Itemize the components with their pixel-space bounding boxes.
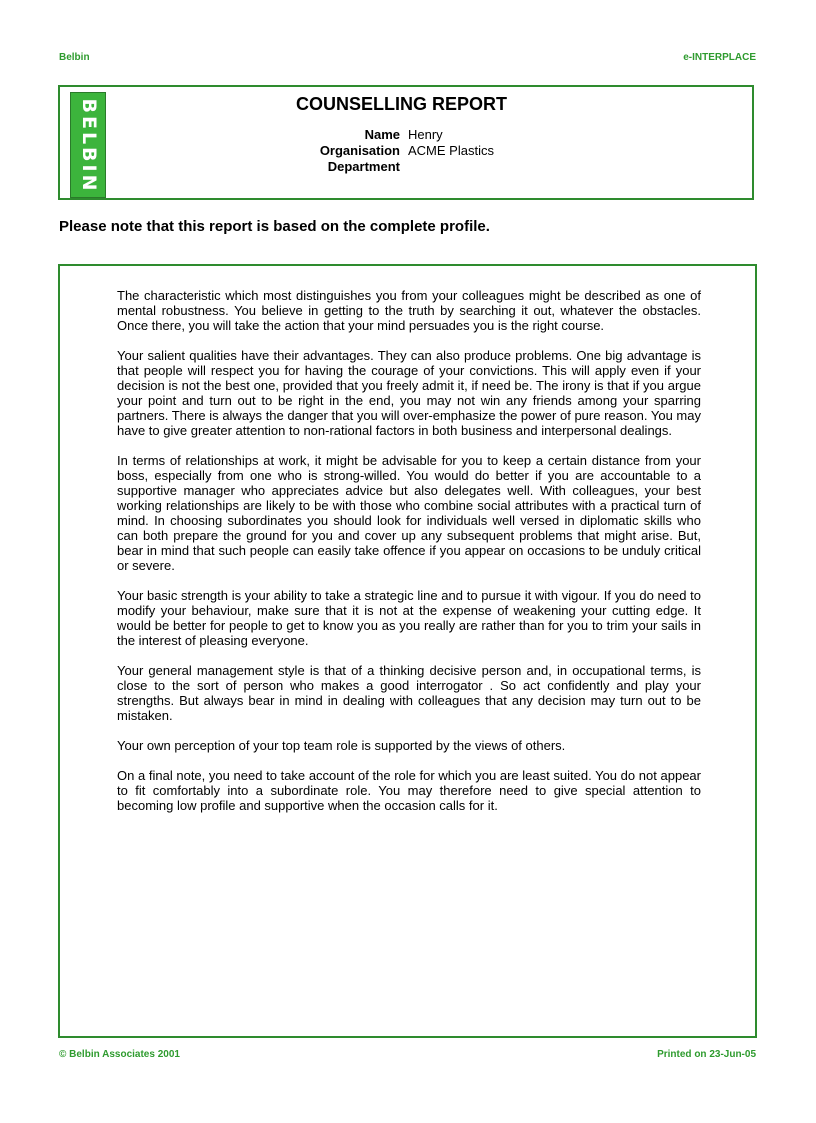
report-body-box (58, 264, 757, 1038)
header-brand: Belbin (59, 52, 90, 63)
department-label: Department (327, 159, 400, 174)
paragraph: In terms of relationships at work, it might be advisable for you to keep a certain distance from your boss, especially from one who is strong-willed. You would do better if you are accountable to a supportive manager who appreciates advice but also delegates well. With colleagues, your best working relationships are likely to be with those who combine social attributes with a practical turn of mind. In choosing subordinates you should look for individuals well versed in diplomatic skills who can both prepare the ground for you and cover up any subsequent problems that might arise. But, bear in mind that such people can easily take offence if you appear on occasions to be unduly critical or severe. (117, 453, 701, 573)
info-row-department (300, 159, 608, 175)
department-value (408, 159, 608, 175)
profile-note: Please note that this report is based on the complete profile. (59, 218, 490, 235)
info-row-organisation (300, 143, 608, 159)
name-value: Henry (408, 127, 443, 142)
report-body (117, 288, 701, 828)
organisation-value: ACME Plastics (408, 143, 494, 158)
header-product: e-INTERPLACE (683, 52, 756, 63)
paragraph: The characteristic which most distinguishes you from your colleagues might be described as one of mental robustness. You believe in getting to the truth by searching it out, whatever the obstacles. Once there, you will take the action that your mind persuades you is the right course. (117, 288, 701, 333)
paragraph: Your own perception of your top team role is supported by the views of others. (117, 738, 566, 753)
organisation-label: Organisation (319, 143, 400, 158)
info-row-name (300, 127, 608, 143)
paragraph: Your salient qualities have their advantages. They can also produce problems. One big advantage is that people will respect you for having the courage of your convictions. This will apply even if your decision is not the best one, provided that you freely admit it, if need be. The irony is that if you argue your point and turn out to be right in the end, you may not win any friends among your sparring partners. There is always the danger that you will over-emphasize the power of pure reason. You may have to give greater attention to non-rational factors in both business and interpersonal dealings. (117, 348, 701, 438)
report-info (300, 127, 608, 175)
paragraph: Your basic strength is your ability to take a strategic line and to pursue it with vigour. If you do need to modify your behaviour, make sure that it is not at the expense of weakening your cutting edge. It would be better for people to get to know you as you really are rather than for you to trim your sails in the interest of pleasing everyone. (117, 588, 701, 648)
paragraph: On a final note, you need to take account of the role for which you are least suited. You do not appear to fit comfortably into a subordinate role. You may therefore need to give special attention to becoming low profile and supportive when the occasion calls for it. (117, 768, 701, 813)
footer-copyright: © Belbin Associates 2001 (59, 1049, 180, 1060)
belbin-logo (70, 92, 106, 198)
name-label: Name (364, 127, 400, 142)
report-title: COUNSELLING REPORT (296, 94, 508, 114)
belbin-logo-text: BELBIN (78, 98, 100, 194)
paragraph: Your general management style is that of a thinking decisive person and, in occupational terms, is close to the sort of person who makes a good interrogator . So act confidently and play your strengths. But always bear in mind in dealing with colleagues that any decision may turn out to be mistaken. (117, 663, 701, 723)
report-header-box (58, 85, 754, 200)
footer-print-date: Printed on 23-Jun-05 (657, 1049, 756, 1060)
